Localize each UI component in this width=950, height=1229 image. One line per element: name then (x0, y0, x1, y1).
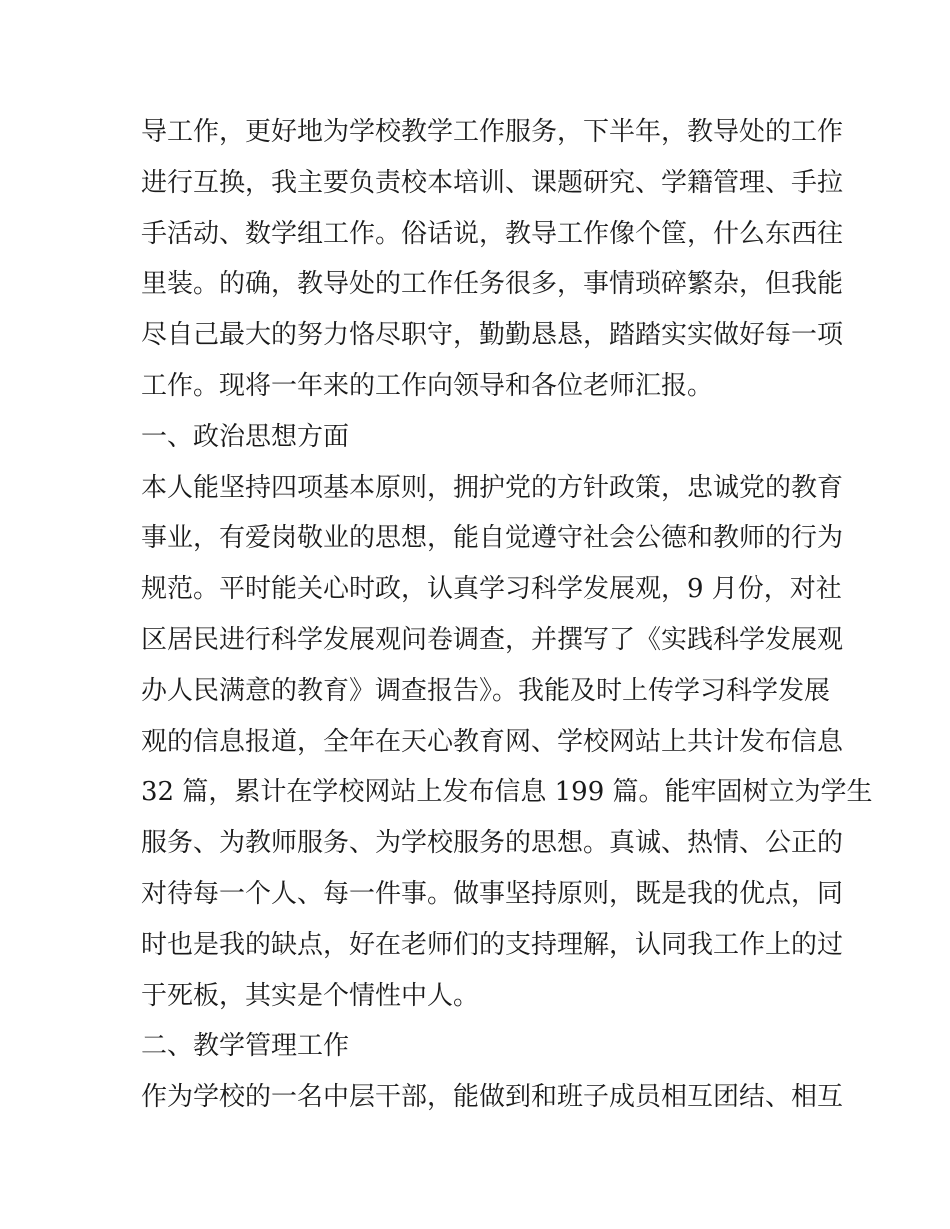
text-line: 观的信息报道，全年在天心教育网、学校网站上共计发布信息 (141, 726, 844, 757)
text-line: 里装。的确，教导处的工作任务很多，事情琐碎繁杂，但我能 (141, 269, 844, 300)
text-line: 32 篇，累计在学校网站上发布信息 199 篇。能牢固树立为学生 (141, 777, 873, 808)
text-line: 事业，有爱岗敬业的思想，能自觉遵守社会公德和教师的行为 (141, 523, 844, 554)
text-line: 二、教学管理工作 (141, 1031, 350, 1062)
text-line: 本人能坚持四项基本原则，拥护党的方针政策，忠诚党的教育 (141, 472, 844, 503)
text-line: 区居民进行科学发展观问卷调查，并撰写了《实践科学发展观 (141, 624, 844, 655)
text-line: 工作。现将一年来的工作向领导和各位老师汇报。 (141, 370, 714, 401)
text-line: 导工作，更好地为学校教学工作服务，下半年，教导处的工作 (141, 117, 844, 147)
text-line: 服务、为教师服务、为学校服务的思想。真诚、热情、公正的 (141, 828, 844, 859)
text-line: 一、政治思想方面 (141, 421, 350, 452)
text-line: 对待每一个人、每一件事。做事坚持原则，既是我的优点，同 (141, 878, 844, 909)
text-line: 规范。平时能关心时政，认真学习科学发展观，9 月份，对社 (141, 574, 842, 605)
text-line: 时也是我的缺点，好在老师们的支持理解，认同我工作上的过 (141, 929, 844, 960)
text-line: 尽自己最大的努力恪尽职守，勤勤恳恳，踏踏实实做好每一项 (141, 320, 844, 351)
text-line: 作为学校的一名中层干部，能做到和班子成员相互团结、相互 (141, 1082, 844, 1113)
text-line: 进行互换，我主要负责校本培训、课题研究、学籍管理、手拉 (141, 167, 844, 198)
text-line: 于死板，其实是个情性中人。 (141, 980, 480, 1011)
text-line: 手活动、数学组工作。俗话说，教导工作像个筐，什么东西往 (141, 218, 844, 249)
document-body (141, 107, 873, 1123)
text-line: 办人民满意的教育》调查报告》。我能及时上传学习科学发展 (141, 675, 831, 706)
